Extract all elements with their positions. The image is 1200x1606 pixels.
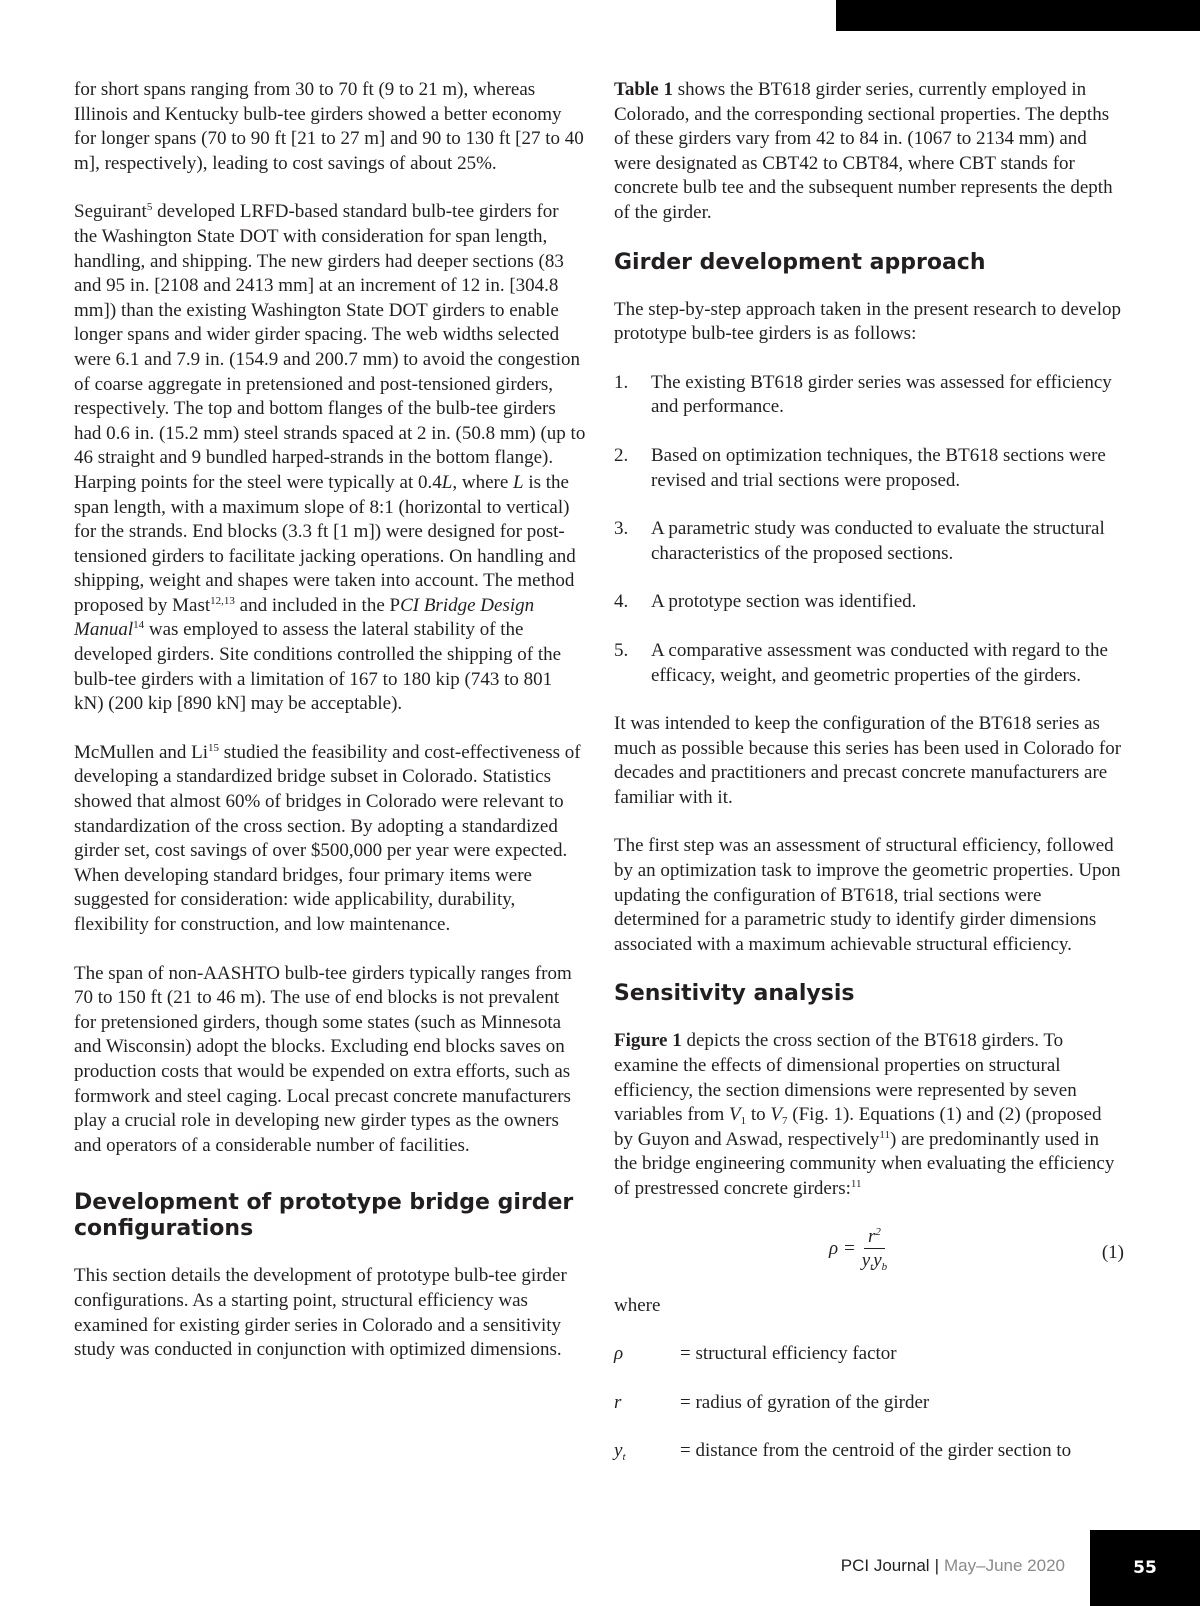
equation-fraction: [862, 1226, 887, 1273]
fraction-denominator: [862, 1249, 887, 1273]
page-number: 55: [1133, 1558, 1157, 1578]
section-heading: Girder development approach: [614, 249, 986, 275]
italic-variable: V: [770, 1104, 783, 1126]
definition-row: [614, 1391, 1124, 1416]
denominator-symbol: y: [873, 1249, 882, 1271]
definition-symbol: [614, 1342, 680, 1367]
where-label: where: [614, 1294, 661, 1316]
top-black-bar: [836, 0, 1200, 31]
author-name: Seguirant: [74, 201, 147, 223]
paragraph-text: is the span length, with a maximum slope of 8:1 (horizontal to vertical) for the strands. End blocks (3.3 ft [1 m]) were designed for post-tensioned girders to facilitate jacking operations. On handling and shipping, weight and shapes were taken into account. The method proposed by Mast: [74, 471, 576, 616]
reference-superscript: 5: [146, 201, 153, 214]
paragraph: This section details the development of prototype bulb-tee girder configurations. As a starting point, structural efficiency was examined for existing girder series in Colorado and a sensitivity study was conducted in conjunction with optimized dimensions.: [74, 1265, 567, 1361]
symbol-base: y: [614, 1440, 623, 1462]
left-column: [74, 78, 586, 1387]
reference-superscript: 15: [208, 741, 220, 754]
list-number: 1.: [614, 371, 629, 393]
figure-reference: Figure 1: [614, 1030, 682, 1052]
list-item: [614, 444, 1124, 493]
list-item: [614, 590, 1124, 615]
subscript: b: [881, 1260, 888, 1273]
list-item: [614, 639, 1124, 688]
section-heading: Development of prototype bridge girder configurations: [74, 1190, 574, 1242]
issue-date: May–June 2020: [944, 1556, 1065, 1575]
paragraph-text: , where: [452, 471, 514, 493]
definition-symbol: [614, 1391, 680, 1416]
paragraph-text: studied the feasibility and cost-effectiveness of developing a standardized bridge subset in Colorado. Statistics showed that almost 60% of bridges in Colorado were relevant to standardization of the cross section. By adopting a standardized girder set, cost savings of over $500,000 per year were expected. When developing standard bridges, four primary items were suggested for consideration: wide applicability, durability, flexibility for construction, and low maintenance.: [74, 741, 581, 935]
italic-variable: L: [513, 471, 524, 493]
definition-text: = distance from the centroid of the girder section to: [680, 1440, 1072, 1462]
list-text: A prototype section was identified.: [651, 591, 917, 613]
numerator-symbol: r: [867, 1225, 876, 1247]
paragraph-table1: [614, 78, 1124, 226]
journal-name: PCI Journal: [840, 1556, 930, 1575]
reference-superscript: 12,13: [210, 594, 235, 607]
list-text: Based on optimization techniques, the BT618 sections were revised and trial sections were proposed.: [651, 444, 1106, 491]
paragraph-text: depicts the cross section of the BT618 girders. To examine the effects of dimensional properties on structural efficiency, the section dimensions were represented by seven variables from: [614, 1030, 1077, 1126]
definition-row: [614, 1439, 1124, 1464]
list-item: [614, 371, 1124, 420]
subscript: 1: [740, 1115, 747, 1128]
paragraph: The step-by-step approach taken in the present research to develop prototype bulb-tee girders is as follows:: [614, 298, 1121, 345]
paragraph-mcmullen: [74, 741, 586, 938]
paragraph-text: to: [746, 1104, 771, 1126]
subscript: t: [622, 1451, 626, 1464]
symbol-base: ρ: [614, 1343, 624, 1365]
page-footer: [0, 1530, 1200, 1606]
definition-symbol: [614, 1439, 680, 1464]
numerator-exponent: 2: [875, 1225, 881, 1238]
paragraph: It was intended to keep the configuration of the BT618 series as much as possible because this series has been used in Colorado for decades and practitioners and precast concrete manufacturers are familiar with it.: [614, 713, 1122, 808]
definitions-list: [614, 1342, 1124, 1464]
paragraph-text: developed LRFD-based standard bulb-tee girders for the Washington State DOT with consideration for span length, handling, and shipping. The new girders had deeper sections (83 and 95 in. [2108 and 2413 mm] at an increment of 12 in. [304.8 mm]) than the existing Washington State DOT girders to enable longer spans and wider girder spacing. The web widths selected were 6.1 and 7.9 in. (154.9 and 200.7 mm) to avoid the congestion of coarse aggregate in pretensioned and post-tensioned girders, respectively. The top and bottom flanges of the bulb-tee girders had 0.6 in. (15.2 mm) steel strands spaced at 2 in. (50.8 mm) (up to 46 straight and 9 bundled harped-strands in the bottom flange). Harping points for the steel were typically at 0.4: [74, 201, 586, 493]
paragraph-text: and included in the P: [234, 594, 401, 616]
paragraph: The first step was an assessment of structural efficiency, followed by an optimization task to improve the geometric properties. Upon updating the configuration of BT618, trial sections were determined for a parametric study to identify girder dimensions associated with a maximum achievable structural efficiency.: [614, 835, 1121, 955]
equation-number: (1): [1101, 1241, 1124, 1263]
paragraph-figure1: [614, 1029, 1124, 1201]
footer-citation: [841, 1556, 1065, 1576]
denominator-symbol: y: [861, 1249, 871, 1271]
footer-separator: |: [934, 1556, 940, 1575]
list-number: 5.: [614, 639, 629, 661]
subscript: t: [870, 1260, 874, 1273]
paragraph-text: ) are predominantly used in the bridge engineering community when evaluating the efficiency of prestressed concrete girders:: [614, 1128, 1115, 1199]
paragraph-seguirant: [74, 200, 586, 716]
definition-text: = structural efficiency factor: [680, 1343, 897, 1365]
section-heading: Sensitivity analysis: [614, 981, 855, 1007]
list-number: 2.: [614, 444, 629, 466]
equation-1: [614, 1226, 1124, 1286]
paragraph: The span of non-AASHTO bulb-tee girders typically ranges from 70 to 150 ft (21 to 46 m). The use of end blocks is not prevalent for pretensioned girders, though some states (such as Minnesota and Wisconsin) adopt the blocks. Excluding end blocks saves on production costs that would be expended on extra efforts, such as formwork and steel caging. Local precast concrete manufacturers play a crucial role in developing new girder types as the owners and operators of a considerable number of facilities.: [74, 962, 572, 1156]
reference-superscript: 11: [879, 1128, 891, 1141]
page-number-box: [1090, 1530, 1200, 1606]
subscript: 7: [782, 1115, 788, 1128]
list-number: 4.: [614, 591, 629, 613]
list-item: [614, 517, 1124, 566]
italic-variable: V: [729, 1104, 741, 1126]
equation-expression: [829, 1226, 887, 1273]
definition-text: = radius of gyration of the girder: [680, 1391, 930, 1413]
list-text: A parametric study was conducted to evaluate the structural characteristics of the proposed sections.: [651, 518, 1105, 564]
steps-list: [614, 371, 1124, 688]
author-name: McMullen and Li: [74, 741, 209, 763]
paragraph-text: was employed to assess the lateral stability of the developed girders. Site conditions controlled the shipping of the bulb-tee girders with a limitation of 167 to 180 kip (743 to 801 kN) (200 kip [890 kN] may be acceptable).: [74, 619, 562, 715]
list-text: The existing BT618 girder series was assessed for efficiency and performance.: [651, 371, 1112, 418]
symbol-base: r: [614, 1391, 622, 1413]
paragraph-text: (Fig. 1). Equations (1) and (2) (proposed by Guyon and Aswad, respectively: [614, 1104, 1102, 1150]
reference-superscript: 14: [133, 619, 145, 632]
paragraph: for short spans ranging from 30 to 70 ft (9 to 21 m), whereas Illinois and Kentucky bulb-tee girders showed a better economy for longer spans (70 to 90 ft [21 to 27 m] and 90 to 130 ft [27 to 40 m], respectively), leading to cost savings of about 25%.: [74, 79, 584, 174]
equation-lhs: ρ =: [829, 1238, 856, 1260]
right-column: [614, 78, 1124, 1488]
fraction-numerator: [864, 1226, 885, 1249]
reference-superscript: 11: [850, 1178, 862, 1190]
manual-title: CI Bridge Design Manual: [74, 594, 535, 641]
paragraph-text: shows the BT618 girder series, currently employed in Colorado, and the corresponding sectional properties. The depths of these girders vary from 42 to 84 in. (1067 to 2134 mm) and were designated as CBT42 to CBT84, where CBT stands for concrete bulb tee and the subsequent number represents the depth of the girder.: [614, 79, 1113, 223]
list-number: 3.: [614, 518, 629, 540]
definition-row: [614, 1342, 1124, 1367]
table-reference: Table 1: [614, 79, 673, 100]
italic-variable: L: [441, 471, 453, 493]
list-text: A comparative assessment was conducted with regard to the efficacy, weight, and geometric properties of the girders.: [651, 639, 1108, 686]
